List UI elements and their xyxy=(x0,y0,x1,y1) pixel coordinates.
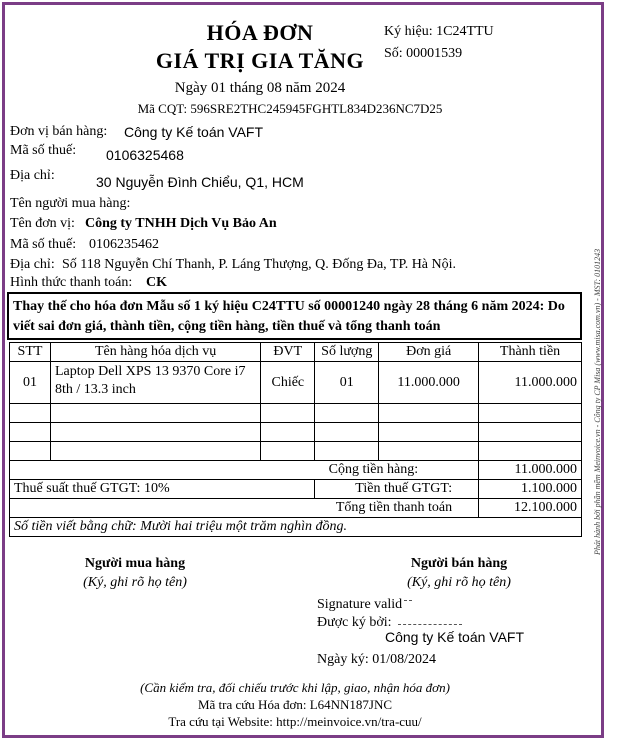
col-amount: Thành tiền xyxy=(479,343,582,362)
vat-label: Tiền thuế GTGT: xyxy=(315,480,479,499)
vat-rate: Thuế suất thuế GTGT: 10% xyxy=(10,480,315,499)
signed-by-label: Được ký bởi: xyxy=(317,615,392,630)
table-header-row xyxy=(10,343,582,362)
invoice-title-line1: HÓA ĐƠN xyxy=(206,20,314,45)
row-unit: Chiếc xyxy=(261,362,315,404)
col-price: Đơn giá xyxy=(379,343,479,362)
seller-name: Công ty Kế toán VAFT xyxy=(124,124,264,140)
row-stt: 01 xyxy=(10,362,51,404)
amount-in-words: Số tiền viết bằng chữ: Mười hai triệu một trăm nghìn đồng. xyxy=(10,518,582,537)
side-publisher-text: Phát hành bởi phần mềm Meinvoice.vn - Công ty CP Misa (www.misa.com.vn) - MST: 0101243 xyxy=(593,248,602,555)
subtotal-value: 11.000.000 xyxy=(479,461,582,480)
signature-valid: Signature valid xyxy=(317,597,403,612)
subtotal-row xyxy=(10,461,582,480)
lookup-code: Mã tra cứu Hóa đơn: L64NN187JNC xyxy=(197,697,393,712)
total-value: 12.100.000 xyxy=(479,499,582,518)
total-label: Tổng tiền thanh toán xyxy=(10,499,479,518)
signer-name: Công ty Kế toán VAFT xyxy=(385,629,525,645)
subtotal-label: Cộng tiền hàng: xyxy=(10,461,479,480)
seller-address: 30 Nguyễn Đình Chiểu, Q1, HCM xyxy=(96,174,304,190)
buyer-address: Số 118 Nguyễn Chí Thanh, P. Láng Thượng, Q. Đống Đa, TP. Hà Nội. xyxy=(62,257,457,272)
seller-tax-code: 0106325468 xyxy=(106,147,184,163)
buyer-unit-label: Tên đơn vị: xyxy=(10,216,75,231)
in-words-row xyxy=(10,518,582,537)
buyer-sign-hint: (Ký, ghi rõ họ tên) xyxy=(83,575,187,590)
seller-name-label: Đơn vị bán hàng: xyxy=(10,124,108,139)
signature-valid-mark xyxy=(404,600,412,608)
buyer-person-label: Tên người mua hàng: xyxy=(10,196,131,211)
total-row xyxy=(10,499,582,518)
invoice-symbol: Ký hiệu: 1C24TTU xyxy=(384,24,494,39)
table-row xyxy=(10,362,582,404)
items-table xyxy=(9,342,582,537)
buyer-address-label: Địa chỉ: xyxy=(10,257,55,272)
invoice-number: Số: 00001539 xyxy=(384,46,463,61)
col-qty: Số lượng xyxy=(315,343,379,362)
row-amount: 11.000.000 xyxy=(479,362,582,404)
footer-note: (Cần kiểm tra, đối chiếu trước khi lập, giao, nhận hóa đơn) xyxy=(140,680,450,695)
empty-row xyxy=(10,423,582,442)
buyer-unit: Công ty TNHH Dịch Vụ Bảo An xyxy=(85,216,277,231)
row-qty: 01 xyxy=(315,362,379,404)
empty-row xyxy=(10,404,582,423)
buyer-tax-label: Mã số thuế: xyxy=(10,237,77,252)
vat-value: 1.100.000 xyxy=(479,480,582,499)
signed-by-dash xyxy=(398,624,462,625)
invoice-date: Ngày 01 tháng 08 năm 2024 xyxy=(174,80,346,96)
invoice-title-line2: GIÁ TRỊ GIA TĂNG xyxy=(155,48,365,73)
col-unit: ĐVT xyxy=(261,343,315,362)
payment-label: Hình thức thanh toán: xyxy=(10,275,133,290)
vat-row xyxy=(10,480,582,499)
seller-address-label: Địa chỉ: xyxy=(10,168,55,183)
seller-sign-title: Người bán hàng xyxy=(410,556,508,571)
empty-row xyxy=(10,442,582,461)
col-stt: STT xyxy=(10,343,51,362)
cqt-code: Mã CQT: 596SRE2THC245945FGHTL834D236NC7D25 xyxy=(137,101,443,116)
row-price: 11.000.000 xyxy=(379,362,479,404)
buyer-tax-code: 0106235462 xyxy=(89,237,159,252)
payment-method: CK xyxy=(146,275,167,290)
lookup-website[interactable]: Tra cứu tại Website: http://meinvoice.vn/tra-cuu/ xyxy=(168,714,422,729)
seller-tax-label: Mã số thuế: xyxy=(10,143,77,158)
sign-date: Ngày ký: 01/08/2024 xyxy=(317,652,436,667)
row-name: Laptop Dell XPS 13 9370 Core i7 8th / 13.3 inch xyxy=(50,362,260,404)
col-name: Tên hàng hóa dịch vụ xyxy=(50,343,260,362)
seller-sign-hint: (Ký, ghi rõ họ tên) xyxy=(407,575,511,590)
replacement-note: Thay thế cho hóa đơn Mẫu số 1 ký hiệu C24TTU số 00001240 ngày 28 tháng 6 năm 2024: Do viết sai đơn giá, thành tiền, cộng tiền hàng, tiền thuế và tổng thanh toán xyxy=(7,292,582,340)
buyer-sign-title: Người mua hàng xyxy=(84,556,186,571)
